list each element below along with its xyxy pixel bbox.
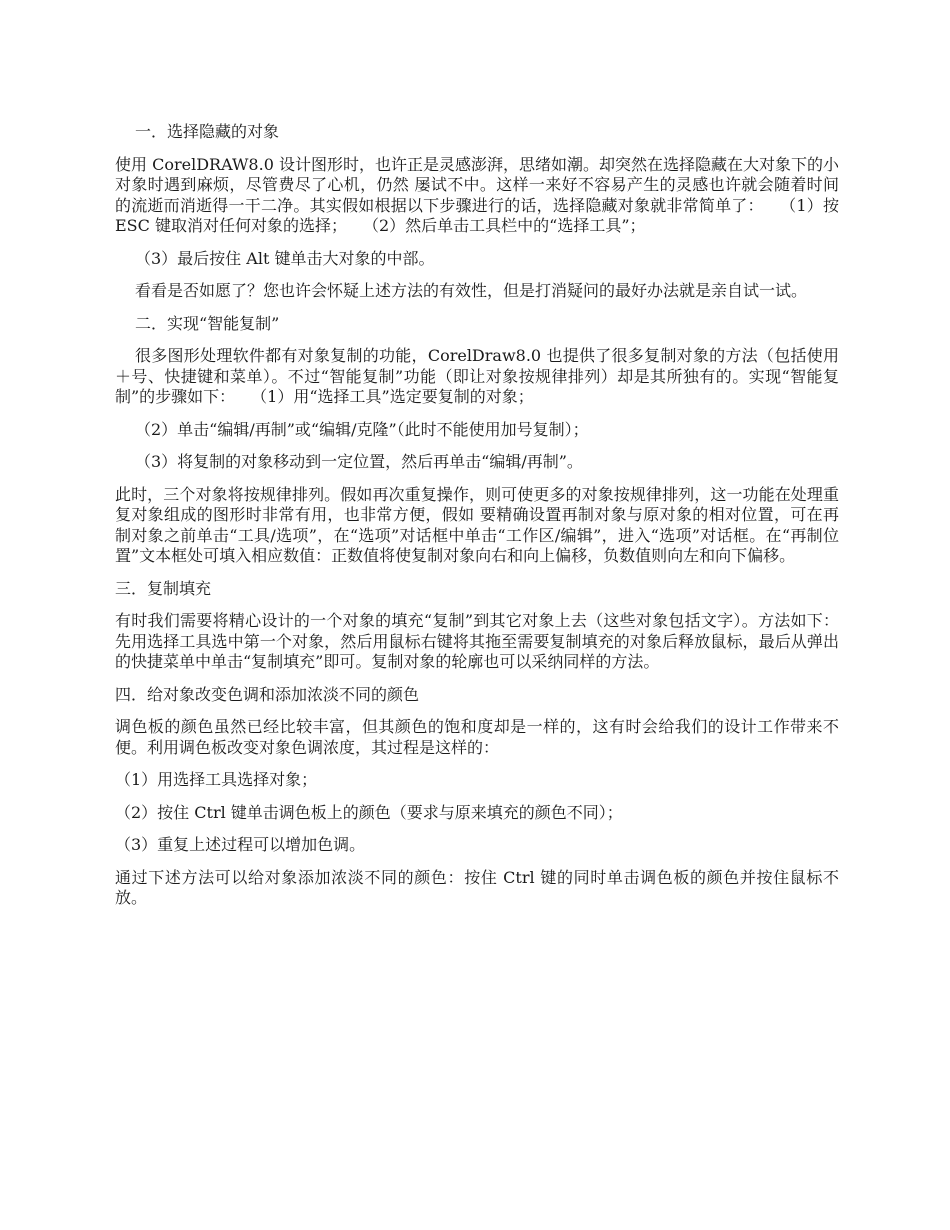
list-item-1: （1）用选择工具选择对象；	[115, 770, 318, 789]
document-page	[115, 122, 839, 921]
paragraph-9: 调色板的颜色虽然已经比较丰富，但其颜色的饱和度却是一样的，这有时会给我们的设计工作带来不便。利用调色板改变对象色调浓度，其过程是这样的：	[115, 717, 839, 757]
section-heading-2: 二．实现“智能复制”	[135, 313, 280, 333]
section-heading-3: 三．复制填充	[115, 578, 212, 598]
section-heading-4: 四．给对象改变色调和添加浓淡不同的颜色	[115, 684, 420, 704]
paragraph-3: 看看是否如愿了？您也许会怀疑上述方法的有效性，但是打消疑问的最好办法就是亲自试一试。	[135, 281, 808, 300]
list-item-3: （3）重复上述过程可以增加色调。	[115, 835, 366, 854]
paragraph-2: （3）最后按住 Alt 键单击大对象的中部。	[135, 248, 435, 268]
list-item-2: （2）按住 Ctrl 键单击调色板上的颜色（要求与原来填充的颜色不同）；	[115, 802, 623, 822]
paragraph-6: （3）将复制的对象移动到一定位置，然后再单击“编辑/再制”。	[135, 452, 583, 471]
section-heading-1: 一．选择隐藏的对象	[135, 122, 280, 141]
paragraph-10: 通过下述方法可以给对象添加浓淡不同的颜色：按住 Ctrl 键的同时单击调色板的颜色并按住鼠标不放。	[115, 867, 839, 907]
paragraph-4: 很多图形处理软件都有对象复制的功能，CorelDraw8.0 也提供了很多复制对象的方法（包括使用＋号、快捷键和菜单）。不过“智能复制”功能（即让对象按规律排列）却是其所独有的。实现“智能复制”的步骤如下： （1）用“选择工具”选定要复制的对象；	[115, 346, 839, 406]
paragraph-1: 使用 CorelDRAW8.0 设计图形时，也许正是灵感澎湃，思绪如潮。却突然在选择隐藏在大对象下的小对象时遇到麻烦，尽管费尽了心机，仍然 屡试不中。这样一来好不容易产生的灵感也许就会随着时间的流逝而消逝得一干二净。其实假如根据以下步骤进行的话，选择隐藏对象就非常简单了： （1）按 ESC 键取消对任何对象的选择； （2）然后单击工具栏中的“选择工具”；	[115, 154, 839, 235]
paragraph-7: 此时，三个对象将按规律排列。假如再次重复操作，则可使更多的对象按规律排列，这一功能在处理重复对象组成的图形时非常有用，也非常方便，假如 要精确设置再制对象与原对象的相对位置，可在再制对象之前单击“工具/选项”，在“选项”对话框中单击“工作区/编辑”，进入“选项”对话框。在“再制位 置”文本框处可填入相应数值：正数值将使复制对象向右和向上偏移，负数值则向左和向下偏移。	[115, 484, 839, 565]
paragraph-8: 有时我们需要将精心设计的一个对象的填充“复制”到其它对象上去（这些对象包括文字）。方法如下：先用选择工具选中第一个对象，然后用鼠标右键将其拖至需要复制填充的对象后释放鼠标，最后从弹出的快捷菜单中单击“复制填充”即可。复制对象的轮廓也可以采纳同样的方法。	[115, 611, 839, 671]
paragraph-5: （2）单击“编辑/再制”或“编辑/克隆”（此时不能使用加号复制）；	[135, 419, 589, 439]
